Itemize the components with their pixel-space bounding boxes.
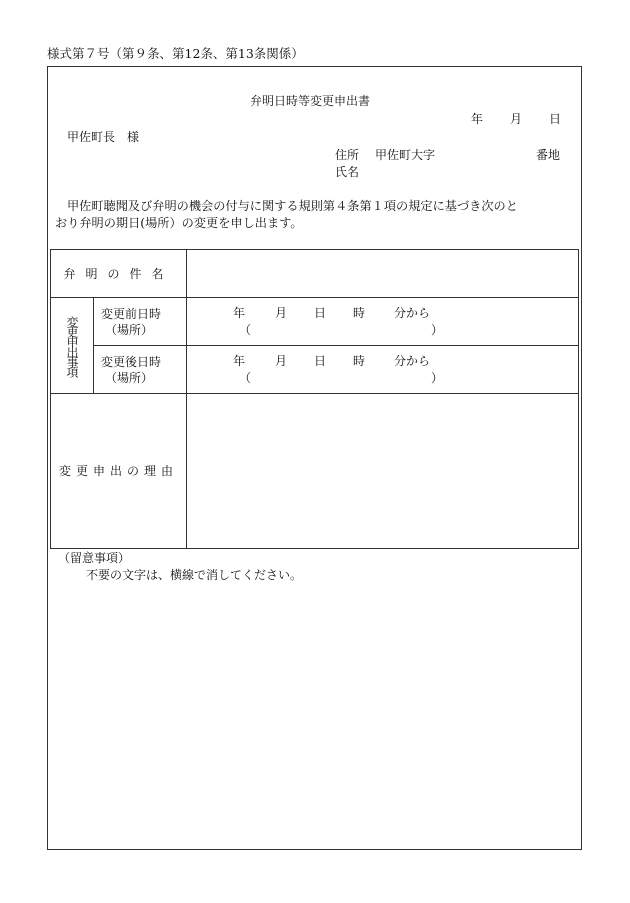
date-year-label: 年 [471, 112, 484, 126]
form-number: 様式第７号（第９条、第12条、第13条関係） [47, 46, 304, 61]
notes-item: 不要の文字は、横線で消してください。 [86, 568, 303, 582]
before-place-paren-close: ） [431, 323, 444, 337]
notes-heading: （留意事項） [58, 551, 131, 565]
after-minute-from: 分から [394, 354, 431, 368]
name-label: 氏名 [335, 165, 360, 179]
before-hour: 時 [353, 306, 366, 320]
before-minute-from: 分から [394, 306, 431, 320]
before-day: 日 [314, 306, 327, 320]
after-place-label: （場所） [105, 370, 154, 385]
after-value-cell[interactable] [187, 346, 579, 394]
after-label-cell [94, 346, 187, 394]
after-place-paren-close: ） [431, 371, 444, 385]
address-label: 住所 [335, 148, 360, 162]
date-day-label: 日 [549, 112, 562, 126]
addressee: 甲佐町長 様 [67, 130, 140, 144]
case-name-value[interactable] [187, 250, 579, 298]
case-name-label-cell [51, 250, 187, 298]
before-value-cell[interactable] [187, 298, 579, 346]
before-label-cell [94, 298, 187, 346]
change-items-label: 変更申出事項 [65, 315, 79, 376]
case-name-label: 弁明の件名 [63, 266, 174, 281]
after-month: 月 [275, 354, 288, 368]
before-label: 変更前日時 [101, 306, 162, 321]
before-year: 年 [233, 306, 246, 320]
after-label: 変更後日時 [101, 354, 162, 369]
reason-value[interactable] [187, 394, 579, 549]
before-place-label: （場所） [105, 322, 154, 337]
application-table [50, 249, 579, 549]
change-items-label-cell [51, 298, 94, 394]
before-month: 月 [275, 306, 288, 320]
body-line-2: おり弁明の期日(場所）の変更を申し出ます。 [55, 216, 303, 230]
reason-label-cell [51, 394, 187, 549]
after-place-paren-open: （ [239, 371, 252, 385]
body-line-1: 甲佐町聴聞及び弁明の機会の付与に関する規則第４条第１項の規定に基づき次のと [67, 199, 518, 213]
date-month-label: 月 [510, 112, 523, 126]
after-year: 年 [233, 354, 246, 368]
reason-label: 変更申出の理由 [59, 464, 179, 478]
document-title: 弁明日時等変更申出書 [250, 94, 371, 108]
address-value: 甲佐町大字 [375, 148, 436, 162]
banchi-label: 番地 [536, 148, 561, 162]
before-place-paren-open: （ [239, 323, 252, 337]
after-day: 日 [314, 354, 327, 368]
after-hour: 時 [353, 354, 366, 368]
